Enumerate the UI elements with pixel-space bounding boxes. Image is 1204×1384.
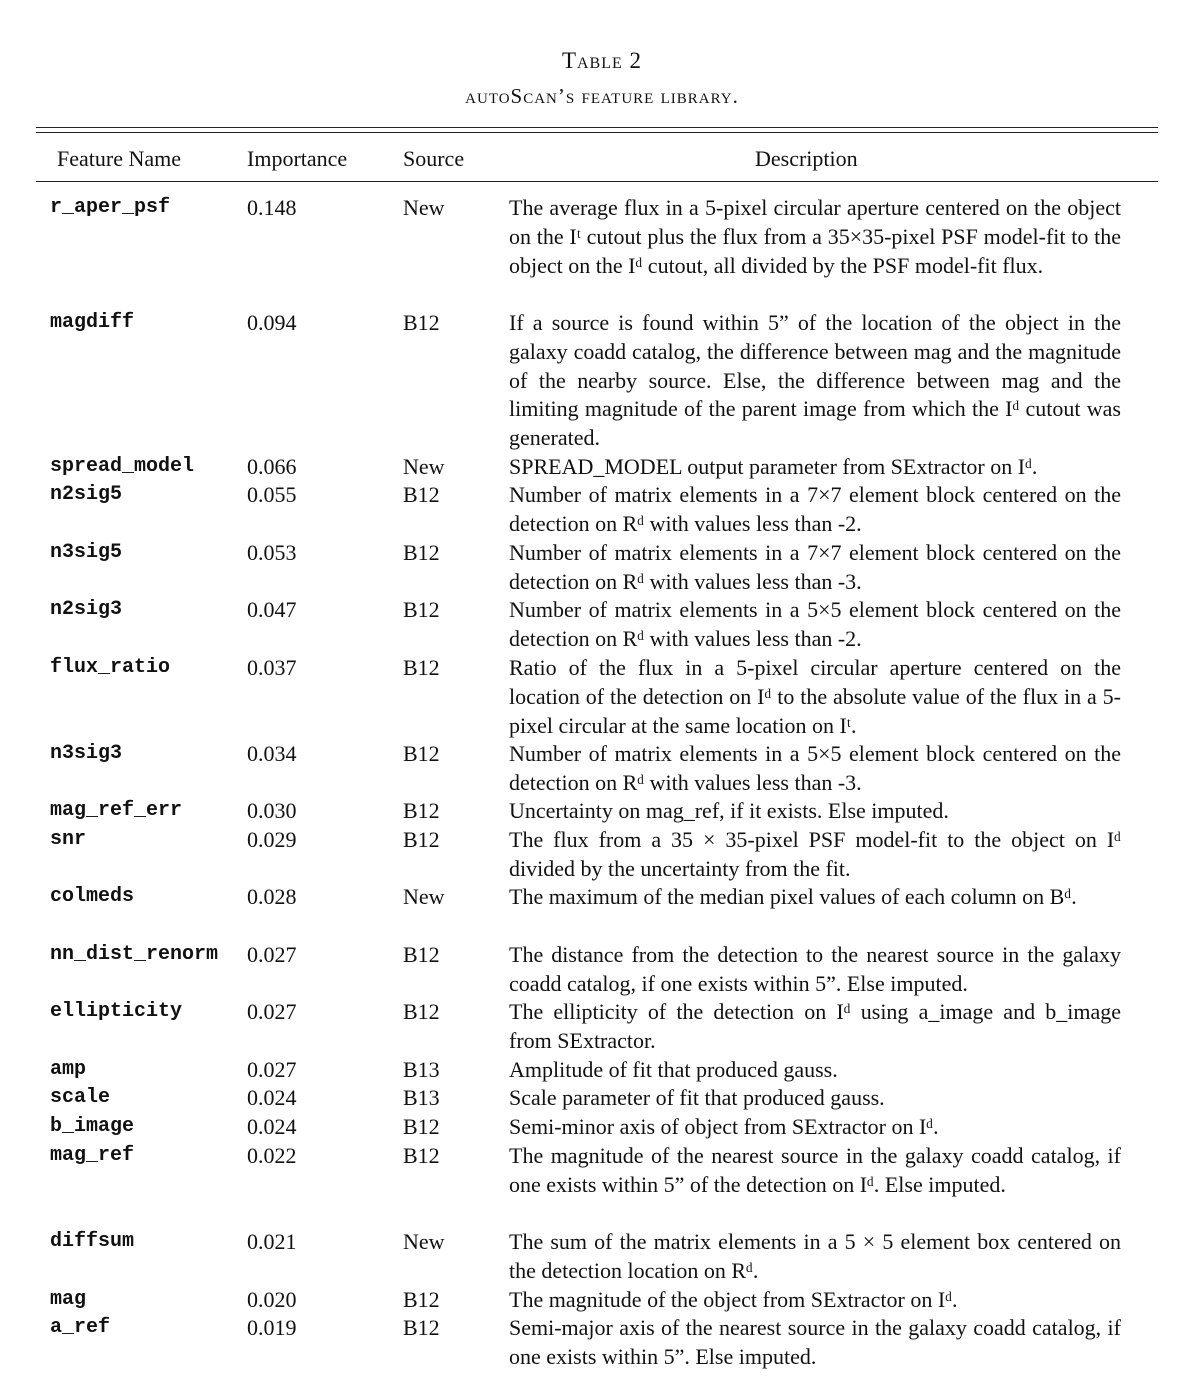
importance-cell: 0.022 [247,1143,297,1168]
description-cell: SPREAD_MODEL output parameter from SExtractor on Iᵈ. [509,454,1038,479]
importance-cell: 0.019 [247,1315,297,1340]
description-cell: Semi-major axis of the nearest source in the galaxy coadd catalog, if one exists within 5”. Else imputed. [509,1315,1121,1369]
source-cell: New [403,454,445,479]
description-cell: Uncertainty on mag_ref, if it exists. Else imputed. [509,798,949,823]
description-cell: The ellipticity of the detection on Iᵈ using a_image and b_image from SExtractor. [509,999,1121,1053]
feature-name-cell: amp [50,1058,87,1081]
source-cell: B12 [403,798,440,823]
importance-cell: 0.020 [247,1287,297,1312]
feature-name-cell: ellipticity [50,1000,183,1023]
source-cell: New [403,195,445,220]
source-cell: B12 [403,1287,440,1312]
feature-name-cell: n2sig3 [50,598,123,621]
description-cell: If a source is found within 5” of the location of the object in the galaxy coadd catalog, the difference between mag and the magnitude of the nearby source. Else, the difference between mag and the limiting magnitude of the parent image from which the Iᵈ cutout was generated. [509,310,1121,451]
source-cell: B12 [403,482,440,507]
description-cell: Number of matrix elements in a 7×7 element block centered on the detection on Rᵈ with values less than -3. [509,540,1121,594]
importance-cell: 0.024 [247,1085,297,1110]
table-caption-title: Table 2 [561,48,643,73]
source-cell: B12 [403,310,440,335]
source-cell: B12 [403,1143,440,1168]
source-cell: New [403,884,445,909]
description-cell: Amplitude of fit that produced gauss. [509,1057,838,1082]
description-cell: Semi-minor axis of object from SExtractor on Iᵈ. [509,1114,939,1139]
importance-cell: 0.029 [247,827,297,852]
source-cell: B13 [403,1057,440,1082]
feature-name-cell: mag_ref [50,1144,135,1167]
feature-name-cell: magdiff [50,311,135,334]
feature-name-cell: nn_dist_renorm [50,943,219,966]
description-cell: The maximum of the median pixel values of each column on Bᵈ. [509,884,1077,909]
importance-cell: 0.148 [247,195,297,220]
feature-name-cell: flux_ratio [50,656,171,679]
description-cell: Number of matrix elements in a 5×5 element block centered on the detection on Rᵈ with values less than -2. [509,597,1121,651]
importance-cell: 0.066 [247,454,297,479]
importance-cell: 0.055 [247,482,297,507]
importance-cell: 0.027 [247,999,297,1024]
header-description: Description [755,146,858,171]
description-cell: Number of matrix elements in a 5×5 element block centered on the detection on Rᵈ with values less than -3. [509,741,1121,795]
feature-name-cell: scale [50,1086,111,1109]
feature-name-cell: n3sig5 [50,541,123,564]
importance-cell: 0.053 [247,540,297,565]
source-cell: B12 [403,597,440,622]
description-cell: The magnitude of the object from SExtractor on Iᵈ. [509,1287,958,1312]
feature-name-cell: r_aper_psf [50,196,171,219]
source-cell: B13 [403,1085,440,1110]
importance-cell: 0.030 [247,798,297,823]
feature-name-cell: spread_model [50,455,195,478]
description-cell: The distance from the detection to the nearest source in the galaxy coadd catalog, if one exists within 5”. Else imputed. [509,942,1121,996]
feature-name-cell: snr [50,828,87,851]
feature-name-cell: a_ref [50,1316,111,1339]
importance-cell: 0.021 [247,1229,297,1254]
importance-cell: 0.027 [247,942,297,967]
description-cell: The average flux in a 5-pixel circular aperture centered on the object on the Iᵗ cutout plus the flux from a 35×35-pixel PSF model-fit to the object on the Iᵈ cutout, all divided by the PSF model-fit flux. [509,195,1121,278]
source-cell: B12 [403,942,440,967]
feature-name-cell: mag [50,1288,87,1311]
description-cell: Ratio of the flux in a 5-pixel circular aperture centered on the location of the detection on Iᵈ to the absolute value of the flux in a 5-pixel circular at the same location on Iᵗ. [509,655,1121,738]
feature-name-cell: colmeds [50,885,135,908]
feature-name-cell: b_image [50,1115,135,1138]
importance-cell: 0.034 [247,741,297,766]
importance-cell: 0.094 [247,310,297,335]
feature-name-cell: n3sig3 [50,742,123,765]
importance-cell: 0.027 [247,1057,297,1082]
importance-cell: 0.037 [247,655,297,680]
source-cell: B12 [403,655,440,680]
header-rule [36,181,1158,182]
importance-cell: 0.028 [247,884,297,909]
description-cell: Scale parameter of fit that produced gauss. [509,1085,885,1110]
header-feature-name: Feature Name [57,146,181,171]
description-cell: The flux from a 35 × 35-pixel PSF model-fit to the object on Iᵈ divided by the uncertainty from the fit. [509,827,1121,881]
feature-name-cell: n2sig5 [50,483,123,506]
description-cell: The sum of the matrix elements in a 5 × 5 element box centered on the detection location on Rᵈ. [509,1229,1121,1283]
source-cell: B12 [403,1315,440,1340]
table-caption-subtitle: autoScan’s feature library. [465,84,739,108]
header-source: Source [403,146,465,171]
feature-name-cell: diffsum [50,1230,135,1253]
source-cell: B12 [403,999,440,1024]
source-cell: B12 [403,1114,440,1139]
source-cell: B12 [403,741,440,766]
feature-name-cell: mag_ref_err [50,799,183,822]
source-cell: New [403,1229,445,1254]
header-importance: Importance [247,146,348,171]
top-rule-1 [36,127,1158,128]
importance-cell: 0.047 [247,597,297,622]
importance-cell: 0.024 [247,1114,297,1139]
top-rule-2 [36,132,1158,133]
description-cell: Number of matrix elements in a 7×7 element block centered on the detection on Rᵈ with values less than -2. [509,482,1121,536]
source-cell: B12 [403,540,440,565]
description-cell: The magnitude of the nearest source in the galaxy coadd catalog, if one exists within 5” of the detection on Iᵈ. Else imputed. [509,1143,1121,1197]
source-cell: B12 [403,827,440,852]
